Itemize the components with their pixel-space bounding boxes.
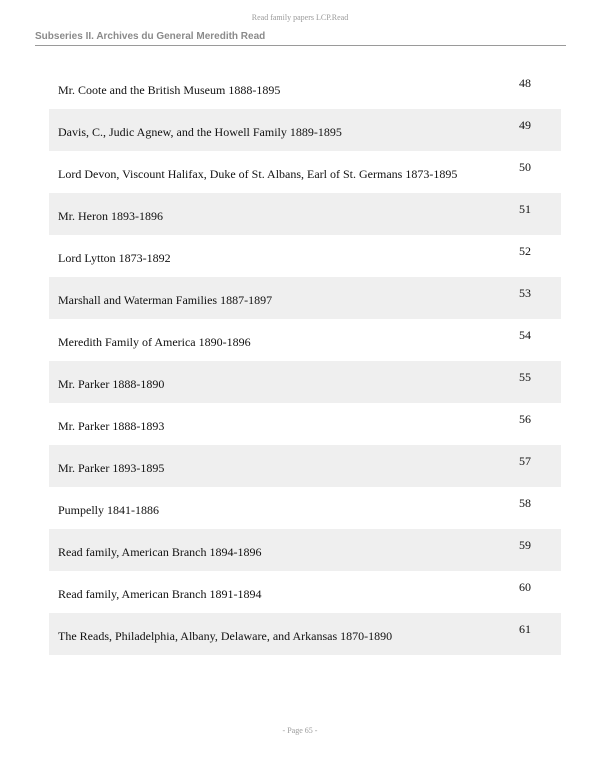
folder-title: Read family, American Branch 1894-1896 (58, 545, 262, 559)
folder-row (49, 361, 561, 403)
folder-number: 51 (519, 202, 531, 216)
folder-title: Mr. Coote and the British Museum 1888-1895 (58, 83, 281, 97)
folder-row (49, 319, 561, 361)
folder-row (49, 571, 561, 613)
folder-number: 61 (519, 622, 531, 636)
folder-row (49, 445, 561, 487)
folder-row (49, 487, 561, 529)
folder-title: Lord Devon, Viscount Halifax, Duke of St. Albans, Earl of St. Germans 1873-1895 (58, 167, 458, 181)
folder-number: 52 (519, 244, 531, 258)
folder-title: Mr. Parker 1888-1890 (58, 377, 165, 391)
folder-number: 58 (519, 496, 531, 510)
folder-row (49, 193, 561, 235)
folder-number: 56 (519, 412, 531, 426)
section-title: Subseries II. Archives du General Meredith Read (35, 31, 266, 42)
folder-title: Davis, C., Judic Agnew, and the Howell Family 1889-1895 (58, 125, 342, 139)
folder-number: 49 (519, 118, 531, 132)
folder-number: 50 (519, 160, 531, 174)
running-head: Read family papers LCP.Read (251, 13, 349, 22)
folder-title: Meredith Family of America 1890-1896 (58, 335, 251, 349)
folder-row (49, 151, 561, 193)
folder-number: 53 (519, 286, 531, 300)
folder-title: Mr. Parker 1888-1893 (58, 419, 165, 433)
folder-title: The Reads, Philadelphia, Albany, Delaware, and Arkansas 1870-1890 (58, 629, 393, 643)
folder-title: Mr. Heron 1893-1896 (58, 209, 163, 223)
folder-title: Lord Lytton 1873-1892 (58, 251, 171, 265)
folder-row (49, 613, 561, 655)
folder-number: 60 (519, 580, 531, 594)
folder-row (49, 109, 561, 151)
folder-row (49, 277, 561, 319)
folder-list (49, 67, 561, 655)
folder-number: 59 (519, 538, 531, 552)
section-divider (35, 45, 566, 46)
folder-title: Pumpelly 1841-1886 (58, 503, 159, 517)
page-number: - Page 65 - (282, 726, 318, 735)
folder-row (49, 403, 561, 445)
folder-title: Read family, American Branch 1891-1894 (58, 587, 262, 601)
folder-title: Marshall and Waterman Families 1887-1897 (58, 293, 273, 307)
folder-number: 48 (519, 76, 531, 90)
folder-row (49, 529, 561, 571)
folder-row (49, 235, 561, 277)
folder-number: 55 (519, 370, 531, 384)
folder-number: 54 (519, 328, 531, 342)
folder-row (49, 67, 561, 109)
folder-number: 57 (519, 454, 531, 468)
folder-title: Mr. Parker 1893-1895 (58, 461, 165, 475)
